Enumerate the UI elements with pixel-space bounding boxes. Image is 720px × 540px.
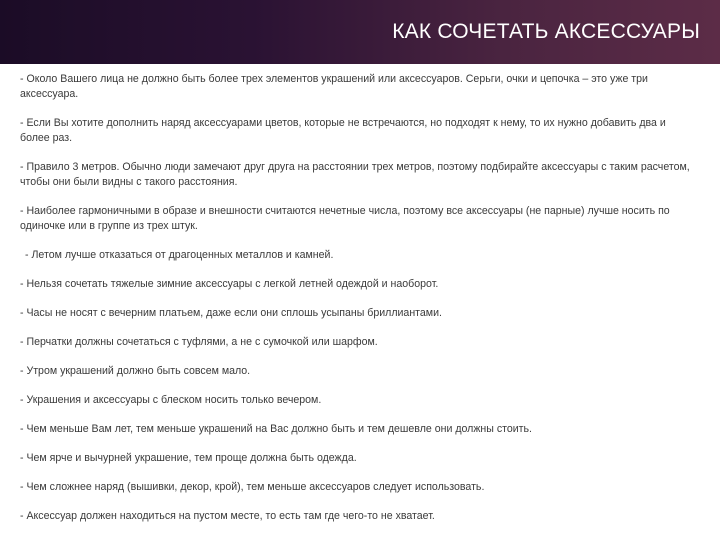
tip-item: - Чем ярче и вычурней украшение, тем проще должна быть одежда.: [20, 452, 357, 464]
tip-item: - Если Вы хотите дополнить наряд аксессуарами цветов, которые не встречаются, но подходят к нему, то их нужно добавить два и более раз.: [20, 117, 666, 144]
page-title: КАК СОЧЕТАТЬ АКСЕССУАРЫ: [392, 20, 700, 43]
tip-item: - Наиболее гармоничными в образе и внешности считаются нечетные числа, поэтому все аксессуары (не парные) лучше носить по одиночке или в группе из трех штук.: [20, 205, 670, 232]
tip-item: - Аксессуар должен находиться на пустом месте, то есть там где чего-то не хватает.: [20, 510, 435, 522]
tip-item: - Правило 3 метров. Обычно люди замечают друг друга на расстоянии трех метров, поэтому подбирайте аксессуары с таким расчетом, чтобы они были видны с такого расстояния.: [20, 161, 690, 188]
tip-item: - Утром украшений должно быть совсем мало.: [20, 365, 251, 377]
tip-item: - Летом лучше отказаться от драгоценных металлов и камней.: [25, 249, 334, 261]
tip-item: - Украшения и аксессуары с блеском носить только вечером.: [20, 394, 322, 406]
tip-item: - Около Вашего лица не должно быть более трех элементов украшений или аксессуаров. Серьги, очки и цепочка – это уже три аксессуара.: [20, 73, 648, 100]
header-banner: [0, 0, 720, 64]
tips-list: [20, 72, 696, 538]
tip-item: - Нельзя сочетать тяжелые зимние аксессуары с легкой летней одеждой и наоборот.: [20, 278, 439, 290]
tip-item: - Чем меньше Вам лет, тем меньше украшений на Вас должно быть и тем дешевле они должны стоить.: [20, 423, 532, 435]
tip-item: - Чем сложнее наряд (вышивки, декор, крой), тем меньше аксессуаров следует использовать.: [20, 481, 485, 493]
tip-item: - Часы не носят с вечерним платьем, даже если они сплошь усыпаны бриллиантами.: [20, 307, 442, 319]
tip-item: - Перчатки должны сочетаться с туфлями, а не с сумочкой или шарфом.: [20, 336, 378, 348]
